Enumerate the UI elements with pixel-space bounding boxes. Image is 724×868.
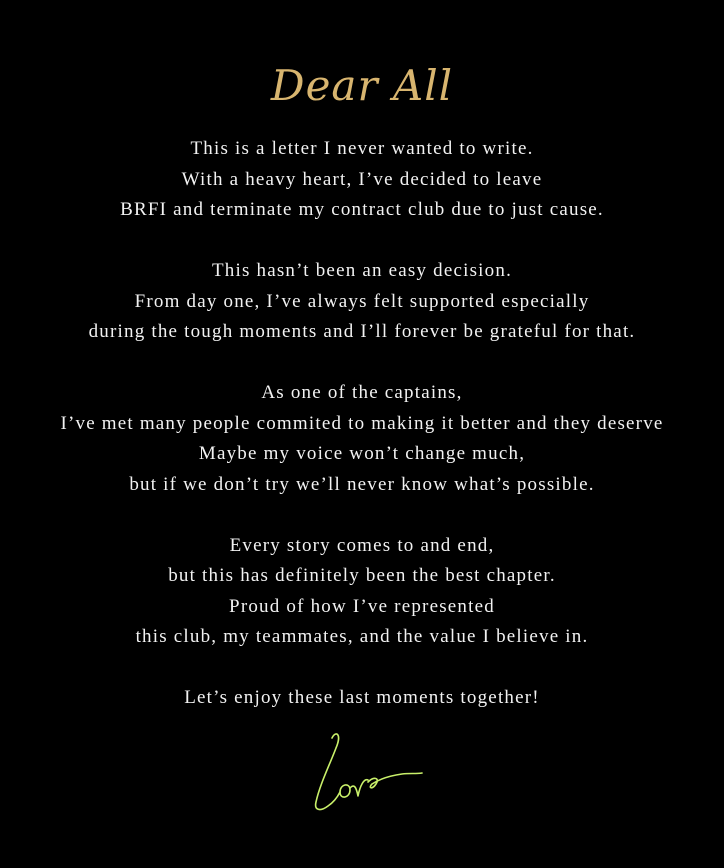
letter-line: Let’s enjoy these last moments together! [184, 687, 540, 708]
love-signature [306, 726, 426, 818]
letter-line: From day one, I’ve always felt supported especially [134, 290, 590, 312]
letter-line: Proud of how I’ve represented [229, 595, 495, 617]
letter-line: With a heavy heart, I’ve decided to leave [181, 168, 543, 190]
paragraph-2 [0, 256, 724, 348]
letter-line: This is a letter I never wanted to write. [190, 138, 534, 159]
letter-line: but if we don’t try we’ll never know what’s possible. [129, 473, 595, 495]
letter-line: Maybe my voice won’t change much, [198, 443, 526, 464]
letter-line: but this has definitely been the best chapter. [168, 565, 556, 586]
paragraph-3 [0, 378, 724, 500]
paragraph-5 [0, 683, 724, 714]
letter-line: BRFI and terminate my contract club due to just cause. [120, 199, 604, 220]
letter-line: during the tough moments and I’ll forever be grateful for that. [88, 321, 636, 342]
letter-greeting: Dear All [270, 61, 454, 110]
letter-body [0, 134, 724, 714]
letter-line: this club, my teammates, and the value I believe in. [135, 626, 589, 647]
letter-line: This hasn’t been an easy decision. [211, 260, 513, 281]
paragraph-1 [0, 134, 724, 226]
letter-line: As one of the captains, [261, 382, 463, 403]
letter-line: I’ve met many people commited to making it better and they deserve [60, 412, 664, 434]
paragraph-4 [0, 531, 724, 653]
letter-line: Every story comes to and end, [229, 534, 495, 556]
